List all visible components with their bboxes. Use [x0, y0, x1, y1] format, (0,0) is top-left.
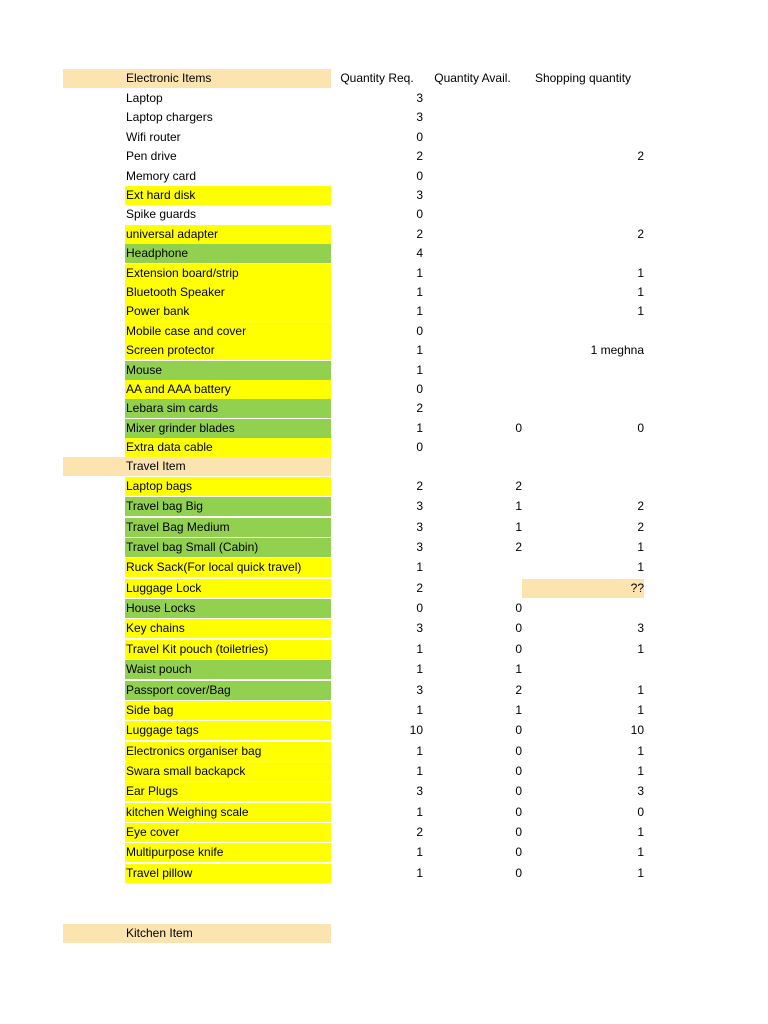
- qty-avail-cell[interactable]: [423, 264, 522, 283]
- item-name-cell[interactable]: Ext hard disk: [125, 186, 331, 205]
- qty-avail-cell[interactable]: [423, 147, 522, 166]
- shopping-qty-cell[interactable]: 3: [637, 784, 644, 798]
- qty-req-cell[interactable]: 0: [416, 382, 423, 396]
- item-name-cell[interactable]: Screen protector: [125, 341, 331, 360]
- qty-avail-cell[interactable]: [423, 579, 522, 598]
- qty-avail-cell[interactable]: [423, 186, 522, 205]
- table-row: [0, 361, 768, 380]
- shopping-qty-cell[interactable]: 3: [637, 621, 644, 635]
- shopping-qty-cell[interactable]: 1: [637, 825, 644, 839]
- shopping-qty-cell[interactable]: 1: [637, 642, 644, 656]
- qty-req-cell[interactable]: 1: [416, 805, 423, 819]
- shopping-qty-cell[interactable]: [522, 399, 644, 418]
- shopping-qty-cell[interactable]: 1: [637, 304, 644, 318]
- item-name-cell[interactable]: Extension board/strip: [125, 264, 331, 283]
- section-band: [63, 457, 125, 476]
- qty-req-cell[interactable]: 3: [416, 520, 423, 534]
- item-name-cell[interactable]: Bluetooth Speaker: [125, 283, 331, 302]
- item-name-cell[interactable]: Side bag: [125, 701, 331, 720]
- shopping-qty-cell[interactable]: 2: [637, 227, 644, 241]
- shopping-qty-cell[interactable]: [522, 128, 644, 147]
- qty-avail-cell[interactable]: [423, 302, 522, 321]
- item-name-cell[interactable]: Wifi router: [126, 130, 181, 144]
- shopping-qty-cell[interactable]: 1: [637, 764, 644, 778]
- shopping-qty-cell[interactable]: 1: [637, 845, 644, 859]
- qty-avail-cell[interactable]: [423, 108, 522, 127]
- item-name-cell[interactable]: Key chains: [125, 619, 331, 638]
- qty-avail-cell[interactable]: [423, 89, 522, 108]
- shopping-qty-cell[interactable]: [522, 361, 644, 380]
- table-row: [0, 244, 768, 263]
- qty-avail-cell[interactable]: 0: [515, 845, 522, 859]
- table-row: [0, 599, 768, 618]
- table-row: [0, 721, 768, 740]
- qty-req-cell[interactable]: 2: [416, 581, 423, 595]
- qty-req-cell[interactable]: 4: [416, 246, 423, 260]
- qty-avail-cell[interactable]: [423, 205, 522, 224]
- qty-req-cell[interactable]: 2: [416, 401, 423, 415]
- qty-req-cell[interactable]: 1: [416, 642, 423, 656]
- shopping-qty-cell[interactable]: 1 meghna: [590, 343, 644, 357]
- table-row: [0, 558, 768, 577]
- qty-avail-cell[interactable]: 2: [515, 540, 522, 554]
- table-row: [0, 419, 768, 438]
- qty-req-cell[interactable]: 1: [416, 744, 423, 758]
- qty-avail-cell[interactable]: [423, 167, 522, 186]
- item-name-cell[interactable]: Memory card: [126, 169, 197, 183]
- shopping-qty-cell[interactable]: 10: [630, 723, 644, 737]
- header-qty-req[interactable]: Quantity Req.: [340, 71, 414, 85]
- qty-req-cell[interactable]: 1: [416, 662, 423, 676]
- table-row: [0, 742, 768, 761]
- table-row: [0, 186, 768, 205]
- item-name-cell[interactable]: Travel Kit pouch (toiletries): [125, 640, 331, 659]
- table-row: [0, 701, 768, 720]
- shopping-qty-cell[interactable]: [522, 660, 644, 679]
- qty-avail-cell[interactable]: 0: [515, 723, 522, 737]
- qty-req-cell[interactable]: 3: [416, 91, 423, 105]
- section-title-travel[interactable]: Travel Item: [125, 457, 331, 476]
- table-row: [0, 497, 768, 516]
- qty-avail-cell[interactable]: 0: [515, 601, 522, 615]
- section-title-row: [0, 457, 768, 476]
- shopping-qty-cell[interactable]: 2: [637, 520, 644, 534]
- shopping-qty-cell[interactable]: [522, 599, 644, 618]
- item-name-cell[interactable]: Headphone: [125, 244, 331, 263]
- table-row: [0, 864, 768, 883]
- item-name-cell[interactable]: Lebara sim cards: [125, 399, 331, 418]
- qty-req-cell[interactable]: 3: [416, 784, 423, 798]
- item-name-cell[interactable]: Mixer grinder blades: [125, 419, 331, 438]
- shopping-qty-cell[interactable]: [522, 186, 644, 205]
- shopping-qty-cell[interactable]: 1: [637, 866, 644, 880]
- qty-req-cell[interactable]: 1: [416, 703, 423, 717]
- qty-avail-cell[interactable]: 0: [515, 642, 522, 656]
- table-row: [0, 579, 768, 598]
- item-name-cell[interactable]: Travel bag Small (Cabin): [125, 538, 331, 557]
- table-row: [0, 518, 768, 537]
- qty-req-cell[interactable]: 0: [416, 324, 423, 338]
- qty-avail-cell[interactable]: 2: [515, 683, 522, 697]
- table-row: [0, 782, 768, 801]
- header-category[interactable]: Electronic Items: [125, 69, 331, 88]
- item-name-cell[interactable]: Eye cover: [125, 823, 331, 842]
- qty-req-cell[interactable]: 0: [416, 207, 423, 221]
- qty-req-cell[interactable]: 0: [416, 601, 423, 615]
- qty-req-cell[interactable]: 1: [416, 866, 423, 880]
- qty-req-cell[interactable]: 1: [416, 363, 423, 377]
- table-row: [0, 283, 768, 302]
- item-name-cell[interactable]: Luggage Lock: [125, 579, 331, 598]
- table-row: [0, 322, 768, 341]
- shopping-qty-cell[interactable]: 1: [637, 540, 644, 554]
- qty-req-cell[interactable]: 2: [416, 825, 423, 839]
- shopping-qty-cell[interactable]: 1: [637, 285, 644, 299]
- table-row: [0, 762, 768, 781]
- item-name-cell[interactable]: Travel pillow: [125, 864, 331, 883]
- item-name-cell[interactable]: Spike guards: [126, 207, 197, 221]
- item-name-cell[interactable]: Travel Bag Medium: [125, 518, 331, 537]
- shopping-qty-cell[interactable]: [522, 167, 644, 186]
- qty-req-cell[interactable]: 1: [416, 266, 423, 280]
- qty-req-cell[interactable]: 0: [416, 130, 423, 144]
- qty-avail-cell[interactable]: 2: [515, 479, 522, 493]
- item-name-cell[interactable]: Electronics organiser bag: [125, 742, 331, 761]
- shopping-qty-cell[interactable]: [522, 477, 644, 496]
- table-row: [0, 438, 768, 457]
- table-row: [0, 341, 768, 360]
- qty-avail-cell[interactable]: [423, 361, 522, 380]
- shopping-qty-cell[interactable]: 2: [637, 149, 644, 163]
- item-name-cell[interactable]: Extra data cable: [125, 438, 331, 457]
- qty-req-cell[interactable]: 1: [416, 845, 423, 859]
- item-name-cell[interactable]: Pen drive: [126, 149, 177, 163]
- section-title-row: [0, 924, 768, 943]
- table-row: [0, 128, 768, 147]
- qty-req-cell[interactable]: 1: [416, 285, 423, 299]
- item-name-cell[interactable]: Laptop bags: [125, 477, 331, 496]
- qty-avail-cell[interactable]: 0: [515, 764, 522, 778]
- header-qty-avail[interactable]: Quantity Avail.: [434, 71, 511, 85]
- item-name-cell[interactable]: Laptop chargers: [126, 110, 213, 124]
- qty-req-cell[interactable]: 2: [416, 149, 423, 163]
- table-row: [0, 660, 768, 679]
- shopping-qty-cell[interactable]: 1: [637, 703, 644, 717]
- table-row: [0, 640, 768, 659]
- shopping-qty-cell[interactable]: [522, 89, 644, 108]
- qty-avail-cell[interactable]: 1: [515, 703, 522, 717]
- qty-avail-cell[interactable]: 0: [515, 866, 522, 880]
- qty-req-cell[interactable]: 1: [416, 560, 423, 574]
- item-name-cell[interactable]: kitchen Weighing scale: [125, 803, 331, 822]
- qty-req-cell[interactable]: 1: [416, 343, 423, 357]
- item-name-cell[interactable]: AA and AAA battery: [125, 380, 331, 399]
- header-band: [63, 69, 125, 88]
- qty-req-cell[interactable]: 3: [416, 621, 423, 635]
- table-row: [0, 205, 768, 224]
- qty-req-cell[interactable]: 3: [416, 188, 423, 202]
- header-shopping-qty[interactable]: Shopping quantity: [534, 71, 632, 85]
- qty-req-cell[interactable]: 3: [416, 540, 423, 554]
- table-row: [0, 264, 768, 283]
- qty-req-cell[interactable]: 10: [409, 723, 423, 737]
- item-name-cell[interactable]: Travel bag Big: [125, 497, 331, 516]
- qty-avail-cell[interactable]: [423, 558, 522, 577]
- header-row: [0, 69, 768, 88]
- shopping-qty-cell[interactable]: 0: [637, 805, 644, 819]
- qty-req-cell[interactable]: 1: [416, 764, 423, 778]
- section-band: [63, 924, 125, 943]
- qty-avail-cell[interactable]: 1: [515, 499, 522, 513]
- table-row: [0, 147, 768, 166]
- item-name-cell[interactable]: Power bank: [125, 302, 331, 321]
- table-row: [0, 89, 768, 108]
- item-name-cell[interactable]: Luggage tags: [125, 721, 331, 740]
- table-row: [0, 225, 768, 244]
- item-name-cell[interactable]: Swara small backapck: [125, 762, 331, 781]
- item-name-cell[interactable]: House Locks: [125, 599, 331, 618]
- shopping-qty-cell[interactable]: 1: [637, 683, 644, 697]
- qty-avail-cell[interactable]: [423, 399, 522, 418]
- table-row: [0, 167, 768, 186]
- qty-avail-cell[interactable]: [423, 438, 522, 457]
- item-name-cell[interactable]: Mouse: [125, 361, 331, 380]
- shopping-qty-cell[interactable]: [522, 438, 644, 457]
- qty-req-cell[interactable]: 3: [416, 499, 423, 513]
- section-title-kitchen[interactable]: Kitchen Item: [125, 924, 331, 943]
- shopping-qty-cell[interactable]: [522, 322, 644, 341]
- qty-avail-cell[interactable]: 0: [515, 744, 522, 758]
- table-row: [0, 399, 768, 418]
- qty-req-cell[interactable]: 2: [416, 479, 423, 493]
- table-row: [0, 823, 768, 842]
- qty-req-cell[interactable]: 3: [416, 683, 423, 697]
- table-row: [0, 681, 768, 700]
- qty-avail-cell[interactable]: 0: [515, 805, 522, 819]
- table-row: [0, 108, 768, 127]
- table-row: [0, 302, 768, 321]
- shopping-qty-cell[interactable]: 0: [637, 421, 644, 435]
- qty-avail-cell[interactable]: 1: [515, 520, 522, 534]
- qty-avail-cell[interactable]: [423, 225, 522, 244]
- item-name-cell[interactable]: Multipurpose knife: [125, 843, 331, 862]
- item-name-cell[interactable]: Passport cover/Bag: [125, 681, 331, 700]
- shopping-qty-cell[interactable]: [522, 108, 644, 127]
- shopping-qty-cell[interactable]: 2: [637, 499, 644, 513]
- item-name-cell[interactable]: Waist pouch: [125, 660, 331, 679]
- item-name-cell[interactable]: Ruck Sack(For local quick travel): [125, 558, 331, 577]
- qty-req-cell[interactable]: 0: [416, 440, 423, 454]
- qty-avail-cell[interactable]: 0: [515, 621, 522, 635]
- table-row: [0, 843, 768, 862]
- qty-avail-cell[interactable]: [423, 380, 522, 399]
- qty-avail-cell[interactable]: 0: [515, 421, 522, 435]
- shopping-qty-cell[interactable]: [522, 244, 644, 263]
- item-name-cell[interactable]: universal adapter: [125, 225, 331, 244]
- qty-avail-cell[interactable]: [423, 128, 522, 147]
- qty-req-cell[interactable]: 2: [416, 227, 423, 241]
- shopping-qty-cell[interactable]: [522, 205, 644, 224]
- qty-avail-cell[interactable]: 0: [515, 825, 522, 839]
- table-row: [0, 538, 768, 557]
- shopping-qty-cell[interactable]: [522, 380, 644, 399]
- qty-avail-cell[interactable]: [423, 322, 522, 341]
- shopping-qty-cell[interactable]: ??: [522, 579, 644, 598]
- qty-avail-cell[interactable]: 0: [515, 784, 522, 798]
- item-name-cell[interactable]: Mobile case and cover: [125, 322, 331, 341]
- qty-avail-cell[interactable]: 1: [515, 662, 522, 676]
- qty-avail-cell[interactable]: [423, 283, 522, 302]
- shopping-qty-cell[interactable]: 1: [637, 744, 644, 758]
- qty-req-cell[interactable]: 1: [416, 304, 423, 318]
- table-row: [0, 619, 768, 638]
- qty-avail-cell[interactable]: [423, 341, 522, 360]
- item-name-cell[interactable]: Laptop: [126, 91, 163, 105]
- shopping-qty-cell[interactable]: 1: [637, 560, 644, 574]
- table-row: [0, 477, 768, 496]
- shopping-qty-cell[interactable]: 1: [637, 266, 644, 280]
- item-name-cell[interactable]: Ear Plugs: [125, 782, 331, 801]
- qty-req-cell[interactable]: 0: [416, 169, 423, 183]
- qty-avail-cell[interactable]: [423, 244, 522, 263]
- qty-req-cell[interactable]: 3: [416, 110, 423, 124]
- table-row: [0, 380, 768, 399]
- table-row: [0, 803, 768, 822]
- qty-req-cell[interactable]: 1: [416, 421, 423, 435]
